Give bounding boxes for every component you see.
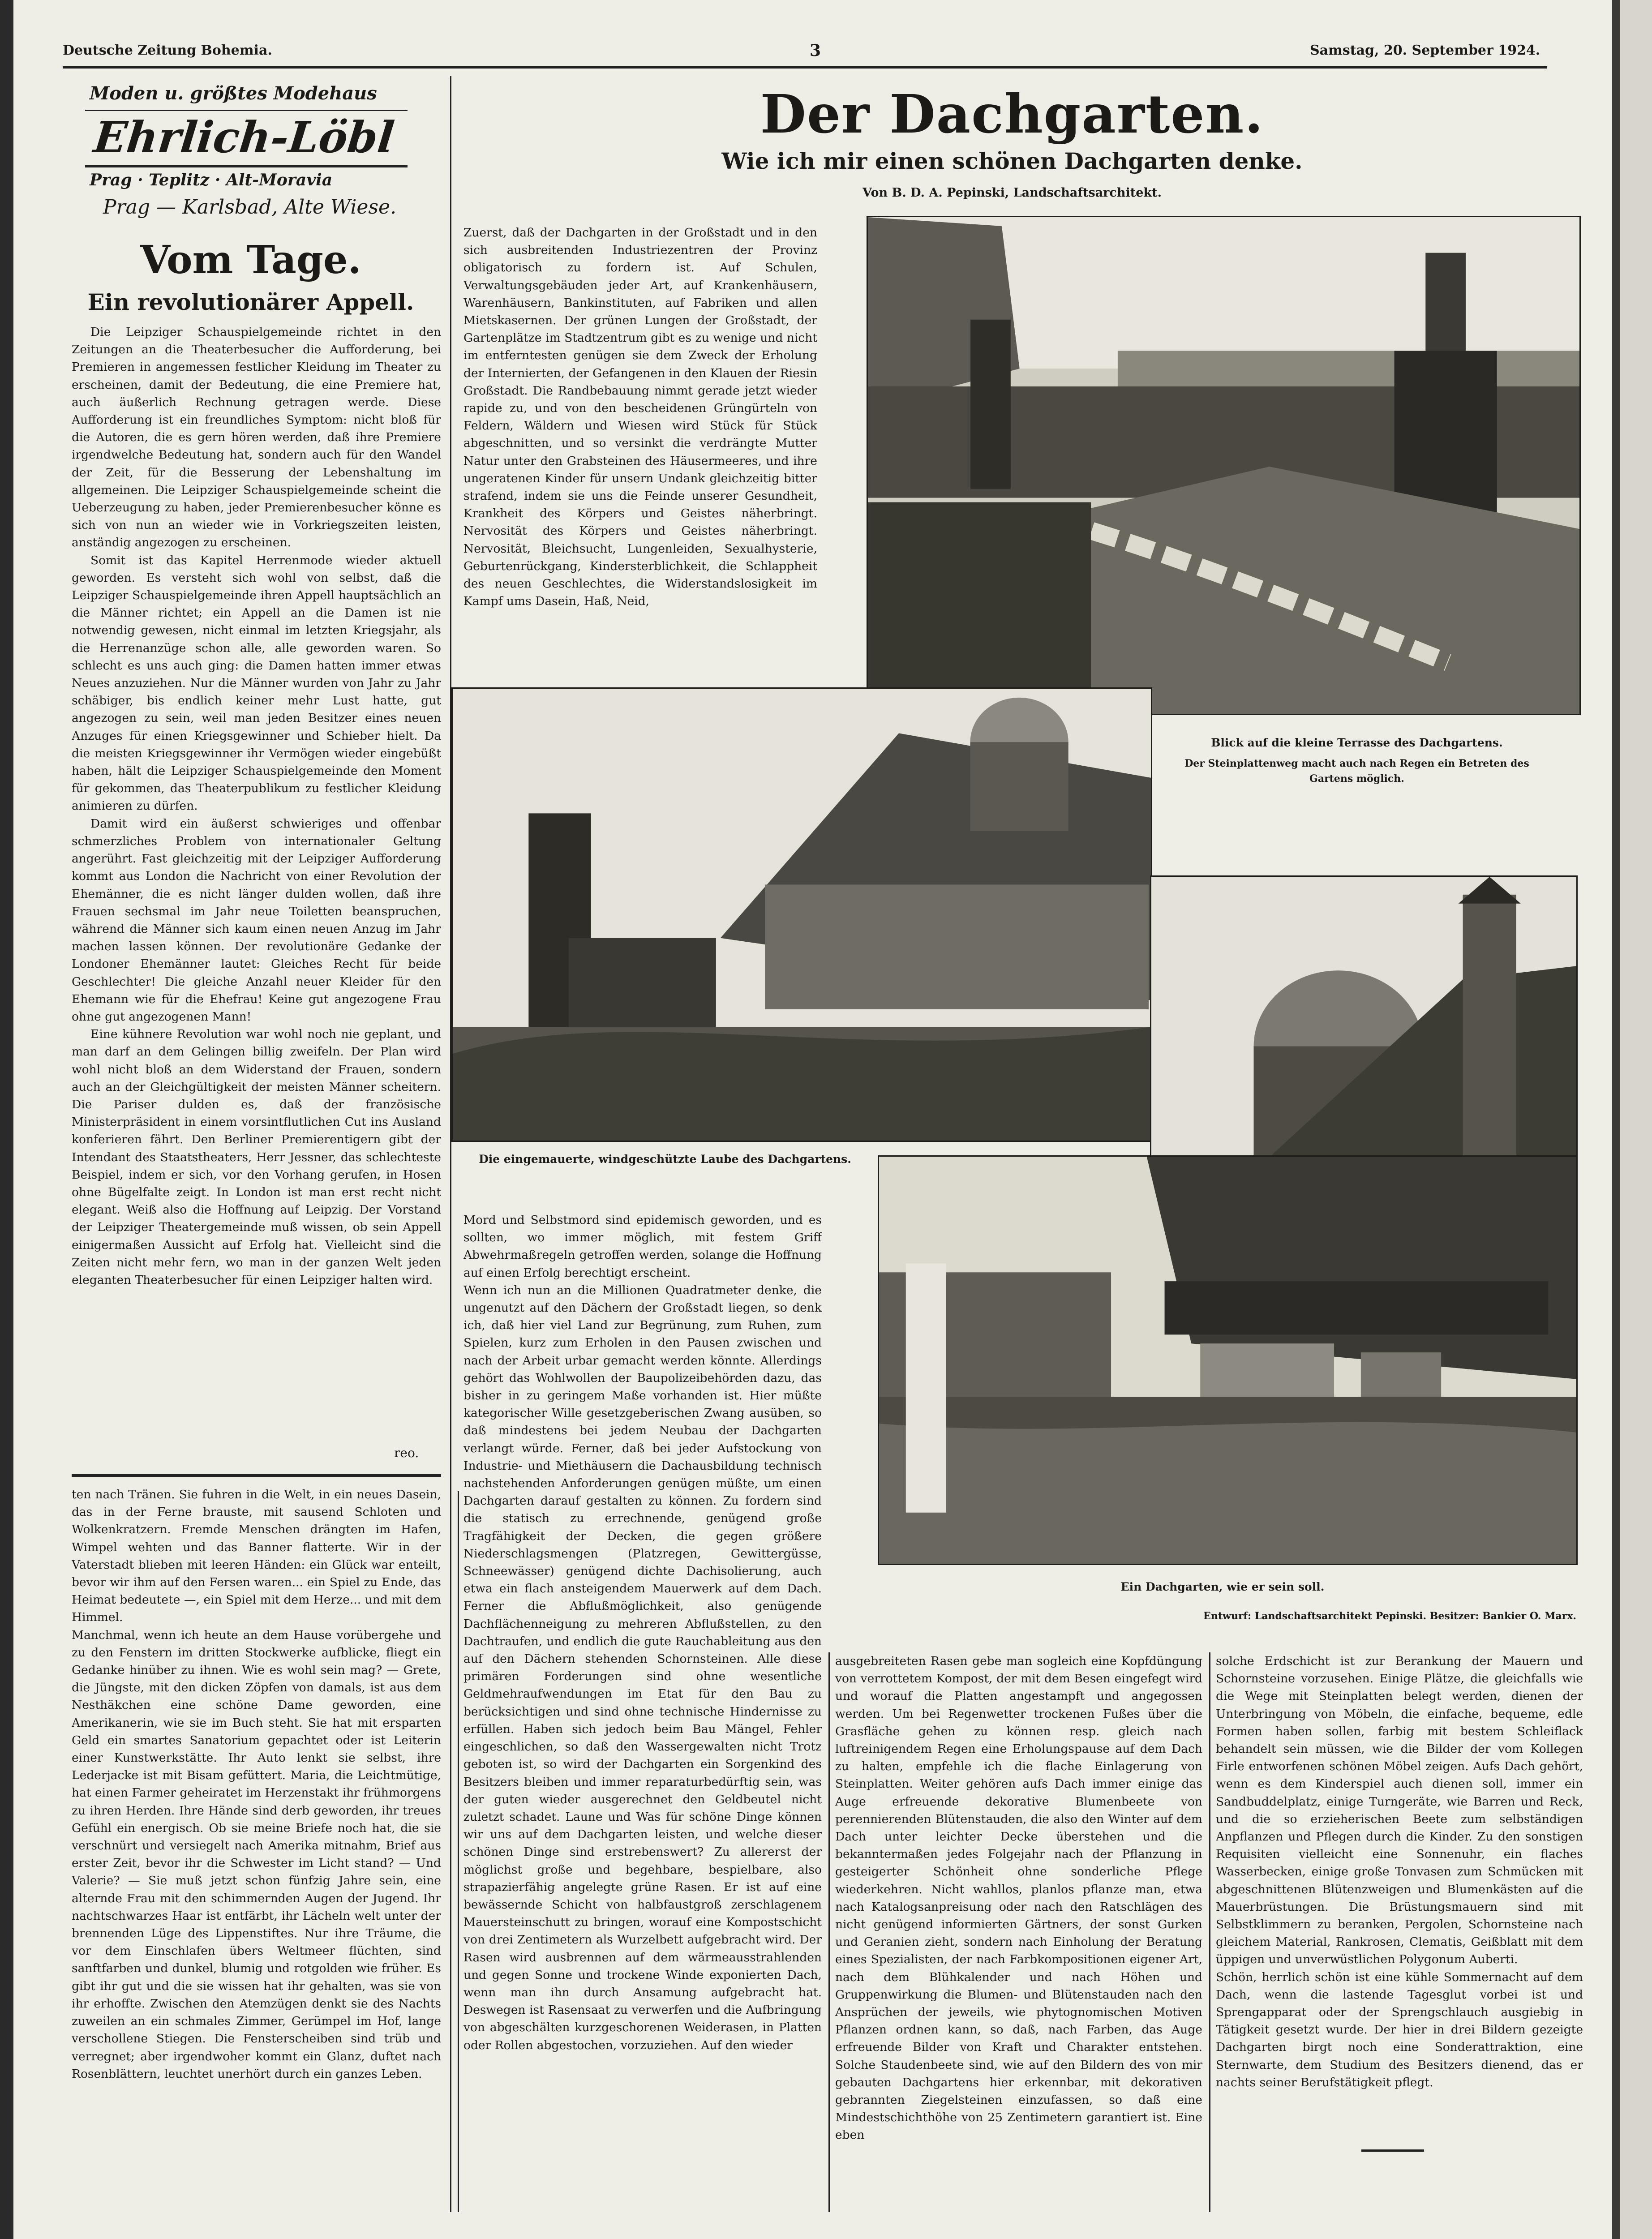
article-title: Der Dachgarten. xyxy=(760,83,1264,145)
column-rule xyxy=(458,1491,459,2212)
vom-tage-title: Vom Tage. xyxy=(140,237,361,283)
article-byline: Von B. D. A. Pepinski, Landschaftsarchitekt. xyxy=(862,186,1162,200)
vom-tage-paragraph: Somit ist das Kapitel Herrenmode wieder aktuell geworden. Es versteht sich wohl von selbst, daß die Leipziger Schauspielgemeinde ihren Appell hauptsächlich an die Männer richtet; ein Appell an die Damen ist nie notwendig gewesen, nicht einmal im letzten Kriegsjahr, als die Herrenanzüge schon alle, alle geworden waren. So schlecht es uns auch ging: die Damen hatten immer etwas Neues anzuziehen. Nur die Männer wurden von Jahr zu Jahr schäbiger, bis endlich keiner mehr Lust hatte, gut angezogen zu sein, weil man jeden Besitzer eines neuen Anzuges für einen Kriegsgewinner und Schieber hielt. Da die meisten Kriegsgewinner ihr Vermögen wieder eingebüßt haben, hält die Leipziger Schauspielgemeinde den Moment für gekommen, das Theaterpublikum zu festlicher Kleidung animieren zu dürfen. xyxy=(72,553,441,813)
caption-garden-credit: Entwurf: Landschaftsarchitekt Pepinski. Besitzer: Bankier O. Marx. xyxy=(1203,1610,1576,1622)
scan-border-left xyxy=(0,0,13,2239)
vom-tage-paragraph: Damit wird ein äußerst schwieriges und offenbar schmerzliches Problem von internationaler Geltung angerührt. Fast gleichzeitig mit der Leipziger Aufforderung kommt aus London die Nachricht von einer Revolution der Ehemänner, die es nicht länger dulden wollen, daß ihre Frauen sechsmal im Jahr neue Toiletten beanspruchen, während die Männer sich kaum einen neuen Anzug im Jahr machen lassen können. Der revolutionäre Gedanke der Londoner Ehemänner lautet: Gleiches Recht für beide Geschlechter! Die gleiche Anzahl neuer Kleider für den Ehemann wie für die Ehefrau! Keine gut angezogene Frau ohne gut angezogenen Mann! xyxy=(72,816,441,1024)
photo-garden xyxy=(878,1155,1578,1565)
article-text-col1-top: Zuerst, daß der Dachgarten in der Großstadt und in den sich ausbreitenden Industriezentren der Provinz obligatorisch zu fordern ist. Auf Schulen, Verwaltungsgebäuden jeder Art, auf Krankenhäusern, Warenhäusern, Bankinstituten, auf Fabriken und allen Mietskasernen. Der grünen Lungen der Großstadt, der Gartenplätze im Stadtzentrum gibt es zu wenige und nicht im entferntesten genügen sie dem Zweck der Erholung der Internierten, der Gefangenen in den Klauen der Riesin Großstadt. Die Randbebauung nimmt gerade jetzt wieder rapide zu, und von den bescheidenen Grüngürteln von Feldern, Wäldern und Wiesen wird Stück für Stück abgeschnitten, und so versinkt die verdrängte Mutter Natur unter den Grabsteinen des Häusermeeres, und ihre ungeratenen Kinder für unsern Undank gleichzeitig bitter strafend, indem sie uns die Feinde unserer Gesundheit, Krankheit des Körpers und Geistes näherbringt. Nervosität des Körpers und Geistes näherbringt. Nervosität, Bleichsucht, Lungenleiden, Sexualhysterie, Geburtenrückgang, Kindersterblichkeit, die Schlappheit des neuen Geschlechtes, die Widerstandslosigkeit im Kampf ums Dasein, Haß, Neid, xyxy=(463,226,817,609)
caption-terrace-title: Blick auf die kleine Terrasse des Dachgartens. xyxy=(1211,736,1503,749)
vom-tage-paragraph: Die Leipziger Schauspielgemeinde richtet in den Zeitungen an die Theaterbesucher die Aufforderung, bei Premieren in angemessen festlicher Kleidung im Theater zu erscheinen, damit der Bedeutung, die eine Premiere hat, auch äußerlich Rechnung getragen werde. Diese Aufforderung ist ein freundliches Symptom: nicht bloß für die Autoren, die es gern hören werden, daß ihre Premiere irgendwelche Bedeutung hat, sondern auch für den Wandel der Zeit, für die Besserung der Lebenshaltung im allgemeinen. Die Leipziger Schauspielgemeinde scheint die Ueberzeugung zu haben, jeder Premierenbesucher könne es sich von nun an wieder wie in Vorkriegszeiten leisten, anständig angezogen zu erscheinen. xyxy=(72,325,441,550)
issue-date: Samstag, 20. September 1924. xyxy=(1310,43,1540,58)
ad-tagline: Moden u. größtes Modehaus xyxy=(90,83,377,104)
column-rule xyxy=(828,1652,830,2212)
ad-locations: Prag — Karlsbad, Alte Wiese. xyxy=(103,196,397,219)
advertisement xyxy=(76,78,430,226)
column-rule xyxy=(450,76,451,2212)
vom-tage-text xyxy=(72,323,441,1443)
vom-tage-paragraph: Eine kühnere Revolution war wohl noch nie geplant, und man darf an dem Gelingen billig zweifeln. Der Plan wird wohl nicht bloß an dem Widerstand der Frauen, sondern auch an der Gleichgültigkeit der meisten Männer scheitern. Die Pariser dulden es, daß der französische Ministerpräsident in einem vorsintflutlichen Cut ins Ausland konferieren fährt. Den Berliner Premierentigern gibt der Intendant des Staatstheaters, Herr Jessner, das schlechteste Beispiel, indem er sich, vor den Vorhang gerufen, in Hosen ohne Bügelfalte zeigt. In London ist man erst recht nicht elegant. Weiß also die Hoffnung auf Leipzig. Der Vorstand der Leipziger Theatergemeinde muß wissen, ob sein Appell einigermaßen Aussicht auf Erfolg hat. Vielleicht sind die Zeiten nicht mehr fern, wo man in der ganzen Welt jeden eleganten Theaterbesucher für einen Leipziger halten wird. xyxy=(72,1027,441,1287)
column-rule xyxy=(1209,1652,1210,2212)
page-number: 3 xyxy=(810,41,821,60)
article-end-rule xyxy=(1361,2149,1424,2152)
photo-arbor-image xyxy=(453,689,1151,1141)
ad-branches: Prag · Teplitz · Alt-Moravia xyxy=(90,171,333,189)
photo-terrace-image xyxy=(868,217,1579,714)
caption-garden-title: Ein Dachgarten, wie er sein soll. xyxy=(1120,1580,1325,1593)
article-text-col1-bottom: Mord und Selbstmord sind epidemisch geworden, und es sollten, wo immer möglich, mit festem Griff Abwehrmaßregeln getroffen werden, solange die Hoffnung auf einen Erfolg berechtigt erscheint. Wenn ich nun an die Millionen Quadratmeter denke, die ungenutzt auf den Dächern der Großstadt liegen, so denk ich, daß hier viel Land zur Begrünung, zum Ruhen, zum Spielen, kurz zum Erholen in den Pausen zwischen und nach der Arbeit urbar gemacht werden könnte. Allerdings gehört das Wohlwollen der Baupolizeibehörden dazu, das bisher in zu geringem Maße vorhanden ist. Hier müßte kategorischer Wille gesetzgeberischen Zwang ausüben, so daß mindestens bei jedem Neubau der Dachgarten verlangt würde. Ferner, daß bei jeder Aufstockung von Industrie- und Miethäusern die Dachausbildung technisch nachstehenden Anforderungen genügen müßte, um einen Dachgarten darauf gestalten zu können. Zu fordern sind die statisch zu errechnende, genügend große Tragfähigkeit der Decken, die gegen größere Niederschlagsmengen (Platzregen, Gewittergüsse, Schneewässer) genügend dichte Dachisolierung, auch etwa ein flach ansteigendem Mauerwerk auf dem Dach. Ferner die Abflußmöglichkeit, also genügende Dachflächenneigung zu mehreren Abflußstellen, zu den Dachtraufen, und endlich die gute Rauchableitung aus den auf den Dächern stehenden Schornsteinen. Alle diese primären Forderungen sind ohne wesentliche Geldmehraufwendungen im Etat für den Bau zu berücksichtigen und sind ohne technische Hindernisse zu erfüllen. Haben sich jedoch beim Bau Mängel, Fehler eingeschlichen, so daß den Wassergewalten nicht Trotz geboten ist, so wird der Dachgarten ein Sorgenkind des Besitzers bleiben und immer reparaturbedürftig sein, was der guten wieder ausgerechnet den Geldbeutel nicht zuletzt schadet. Laune und Was für schöne Dinge können wir uns auf dem Dachgarten leisten, und welche dieser schönen Dinge sind erstrebenswert? Zu allererst der möglichst große und begehbare, bespielbare, also strapazierfähig angelegte grüne Rasen. Er ist auf eine bewässernde Schicht von halbfaustgroß zerschlagenem Mauersteinschutt zu bringen, worauf eine Kompostschicht von drei Zentimetern als Wurzelbett aufgebracht wird. Der Rasen wird ausbrennen auf dem wärmeausstrahlenden und gegen Sonne und trockene Winde exponierten Dach, wenn man ihn durch Ansamung aufgebracht hat. Deswegen ist Rasensaat zu verwerfen und die Aufbringung von abgeschälten kurzgeschorenen Weiderasen, in Platten oder Rollen abgestochen, vorzuziehen. Auf den wieder xyxy=(463,1213,822,2052)
feuilleton-rule xyxy=(72,1474,441,1477)
vom-tage-signature: reo. xyxy=(394,1445,419,1460)
caption-terrace-sub: Der Steinplattenweg macht auch nach Regen ein Betreten des Gartens möglich. xyxy=(1184,758,1529,785)
feuilleton-text: ten nach Tränen. Sie fuhren in die Welt, in ein neues Dasein, das in der Ferne brauste, mit sausend Schloten und Wolkenkratzern. Fremde Menschen drängten im Hafen, Wimpel wehten und das Banner flatterte. Wir in der Vaterstadt blieben mit leeren Händen: ein Glück war enteilt, bevor wir ihm auf den Fersen waren... ein Spiel zu Ende, das Heimat bedeutete —, ein Spiel mit dem Herze... und mit dem Himmel. Manchmal, wenn ich heute an dem Hause vorübergehe und zu den Fenstern im dritten Stockwerke aufblicke, fliegt ein Gedanke hinüber zu ihnen. Wie es wohl sein mag? — Grete, die Jüngste, mit den dicken Zöpfen von damals, ist aus dem Nesthäkchen eine schöne Dame geworden, eine Amerikanerin, wie sie im Buch steht. Sie hat mit ersparten Geld ein smartes Sanatorium gepachtet oder ist Leiterin einer Kunstwerkstätte. Ihr Auto lenkt sie selbst, ihre Lederjacke ist mit Bisam gefüttert. Maria, die Leichtmütige, hat einen Farmer geheiratet im Herzenstakt ihr frühmorgens zu ihren Herden. Ihre Hände sind derb geworden, ihr treues Gefühl ein energisch. Ob sie meine Briefe noch hat, die sie verschnürt und versiegelt nach Amerika mitnahm, Brief aus erster Zeit, bevor ihr die Schwester im Licht stand? — Und Valerie? — Sie muß jetzt schon fünfzig Jahre sein, eine alternde Frau mit den schimmernden Augen der Jugend. Ihr nachtschwarzes Haar ist entfärbt, ihr Lächeln welt unter der brennenden Lüge des Lippenstiftes. Nur ihre Träume, die vor dem Einschlafen übers Weltmeer flüchten, sind sanftfarben und dunkel, blumig und rotgolden wie früher. Es gibt ihr gut und die sie wissen hat ihr gehalten, was sie von ihr erhoffte. Zwischen den Atemzügen denkt sie des Nachts zuweilen an ein schmales Zimmer, Gerümpel im Hof, lange verschollene Stiegen. Die Fensterscheiben sind trüb und verregnet; aber irgendwoher kommt ein Glanz, duftet nach Rosenblättern, leuchtet unerhört durch ein ganzes Leben. xyxy=(72,1488,441,2081)
photo-arbor xyxy=(451,687,1152,1142)
scan-border-right xyxy=(1612,0,1652,2239)
ad-name-box xyxy=(85,110,408,167)
photo-garden-image xyxy=(879,1157,1576,1564)
masthead-rule xyxy=(63,66,1547,69)
caption-arbor: Die eingemauerte, windgeschützte Laube des Dachgartens. xyxy=(479,1153,851,1166)
article-text-col3: solche Erdschicht ist zur Berankung der Mauern und Schornsteine vorzusehen. Einige Plätze, die gleichfalls wie die Wege mit Steinplatten belegt werden, dienen der Unterbringung von Möbeln, die einfache, bequeme, edle Formen haben sollen, farbig mit bestem Schleiflack behandelt sein müssen, wie die Bilder der vom Kollegen Firle entworfenen schönen Möbel zeigen. Aufs Dach gehört, wenn es dem Kinderspiel auch dienen soll, immer ein Sandbuddelplatz, einige Turngeräte, wie Barren und Reck, und die so erzieherischen Beete zum selbständigen Anpflanzen und Pflegen durch die Kinder. Zu den sonstigen Requisiten vielleicht eine Sonnenuhr, ein flaches Wasserbecken, einige große Tonvasen zum Schmücken mit abgeschnittenen Blütenzweigen und Blumenkästen auf die Mauerbrüstungen. Die Brüstungsmauern sind mit Selbstklimmern zu beranken, Pergolen, Schornsteine nach gleichem Material, Rankrosen, Clematis, Geißblatt mit dem üppigen und unverwüstlichen Polygonum Auberti. Schön, herrlich schön ist eine kühle Sommernacht auf dem Dach, wenn die lastende Tagesglut vorbei ist und Sprengapparat oder der Sprengschlauch ausgiebig in Tätigkeit gesetzt wurde. Der hier in drei Bildern gezeigte Dachgarten birgt noch eine Sonderattraktion, eine Sternwarte, dem Studium des Besitzers dienend, das er nachts seiner Berufstätigkeit pflegt. xyxy=(1216,1654,1583,2089)
vom-tage-subtitle: Ein revolutionärer Appell. xyxy=(87,289,414,315)
newspaper-name: Deutsche Zeitung Bohemia. xyxy=(63,43,272,58)
article-subtitle: Wie ich mir einen schönen Dachgarten denke. xyxy=(721,148,1303,174)
article-text-col2: ausgebreiteten Rasen gebe man sogleich eine Kopfdüngung von verrottetem Kompost, der mit dem Besen eingefegt wird und worauf die Platten angestampft und angegossen werden. Um bei Regenwetter trockenen Fußes über die Grasfläche gehen zu können resp. gleich nach luftreinigendem Regen eine Erholungspause auf dem Dach zu halten, empfehle ich die flache Einlagerung von Steinplatten. Weiter gehören aufs Dach immer einige das Auge erfreuende dekorative Blumenbeete von perennierenden Blütenstauden, die also den Winter auf dem Dach unter leichter Decke überstehen und die bekanntermaßen jedes Folgejahr nach der Pflanzung in gesteigerter Schönheit ohne sonderliche Pflege wiederkehren. Nicht wahllos, planlos pflanze man, etwa nach Katalogsanpreisung oder nach den Ratschlägen des nicht genügend informierten Gärtners, der sonst Gurken und Geranien zieht, sondern nach Einholung der Beratung eines Spezialisten, der nach Farbkompositionen eigener Art, nach dem Blühkalender und nach Höhen und Gruppenwirkung die Blumen- und Blütenstauden nach den Ansprüchen der jeweils, wie phytognomischen Motiven Pflanzen ordnen kann, so daß, nach Farben, das Auge erfreuende Bilder von Kraft und Charakter entstehen. Solche Staudenbeete sind, wie auf den Bildern des von mir gebauten Dachgartens hier erkennbar, mit dekorativen gebrannten Ziegelsteinen einzufassen, so daß eine Mindestschichthöhe von 25 Zentimetern garantiert ist. Eine eben xyxy=(835,1654,1202,2142)
ad-company-name: Ehrlich-Löbl xyxy=(91,112,397,163)
photo-terrace xyxy=(867,216,1581,715)
